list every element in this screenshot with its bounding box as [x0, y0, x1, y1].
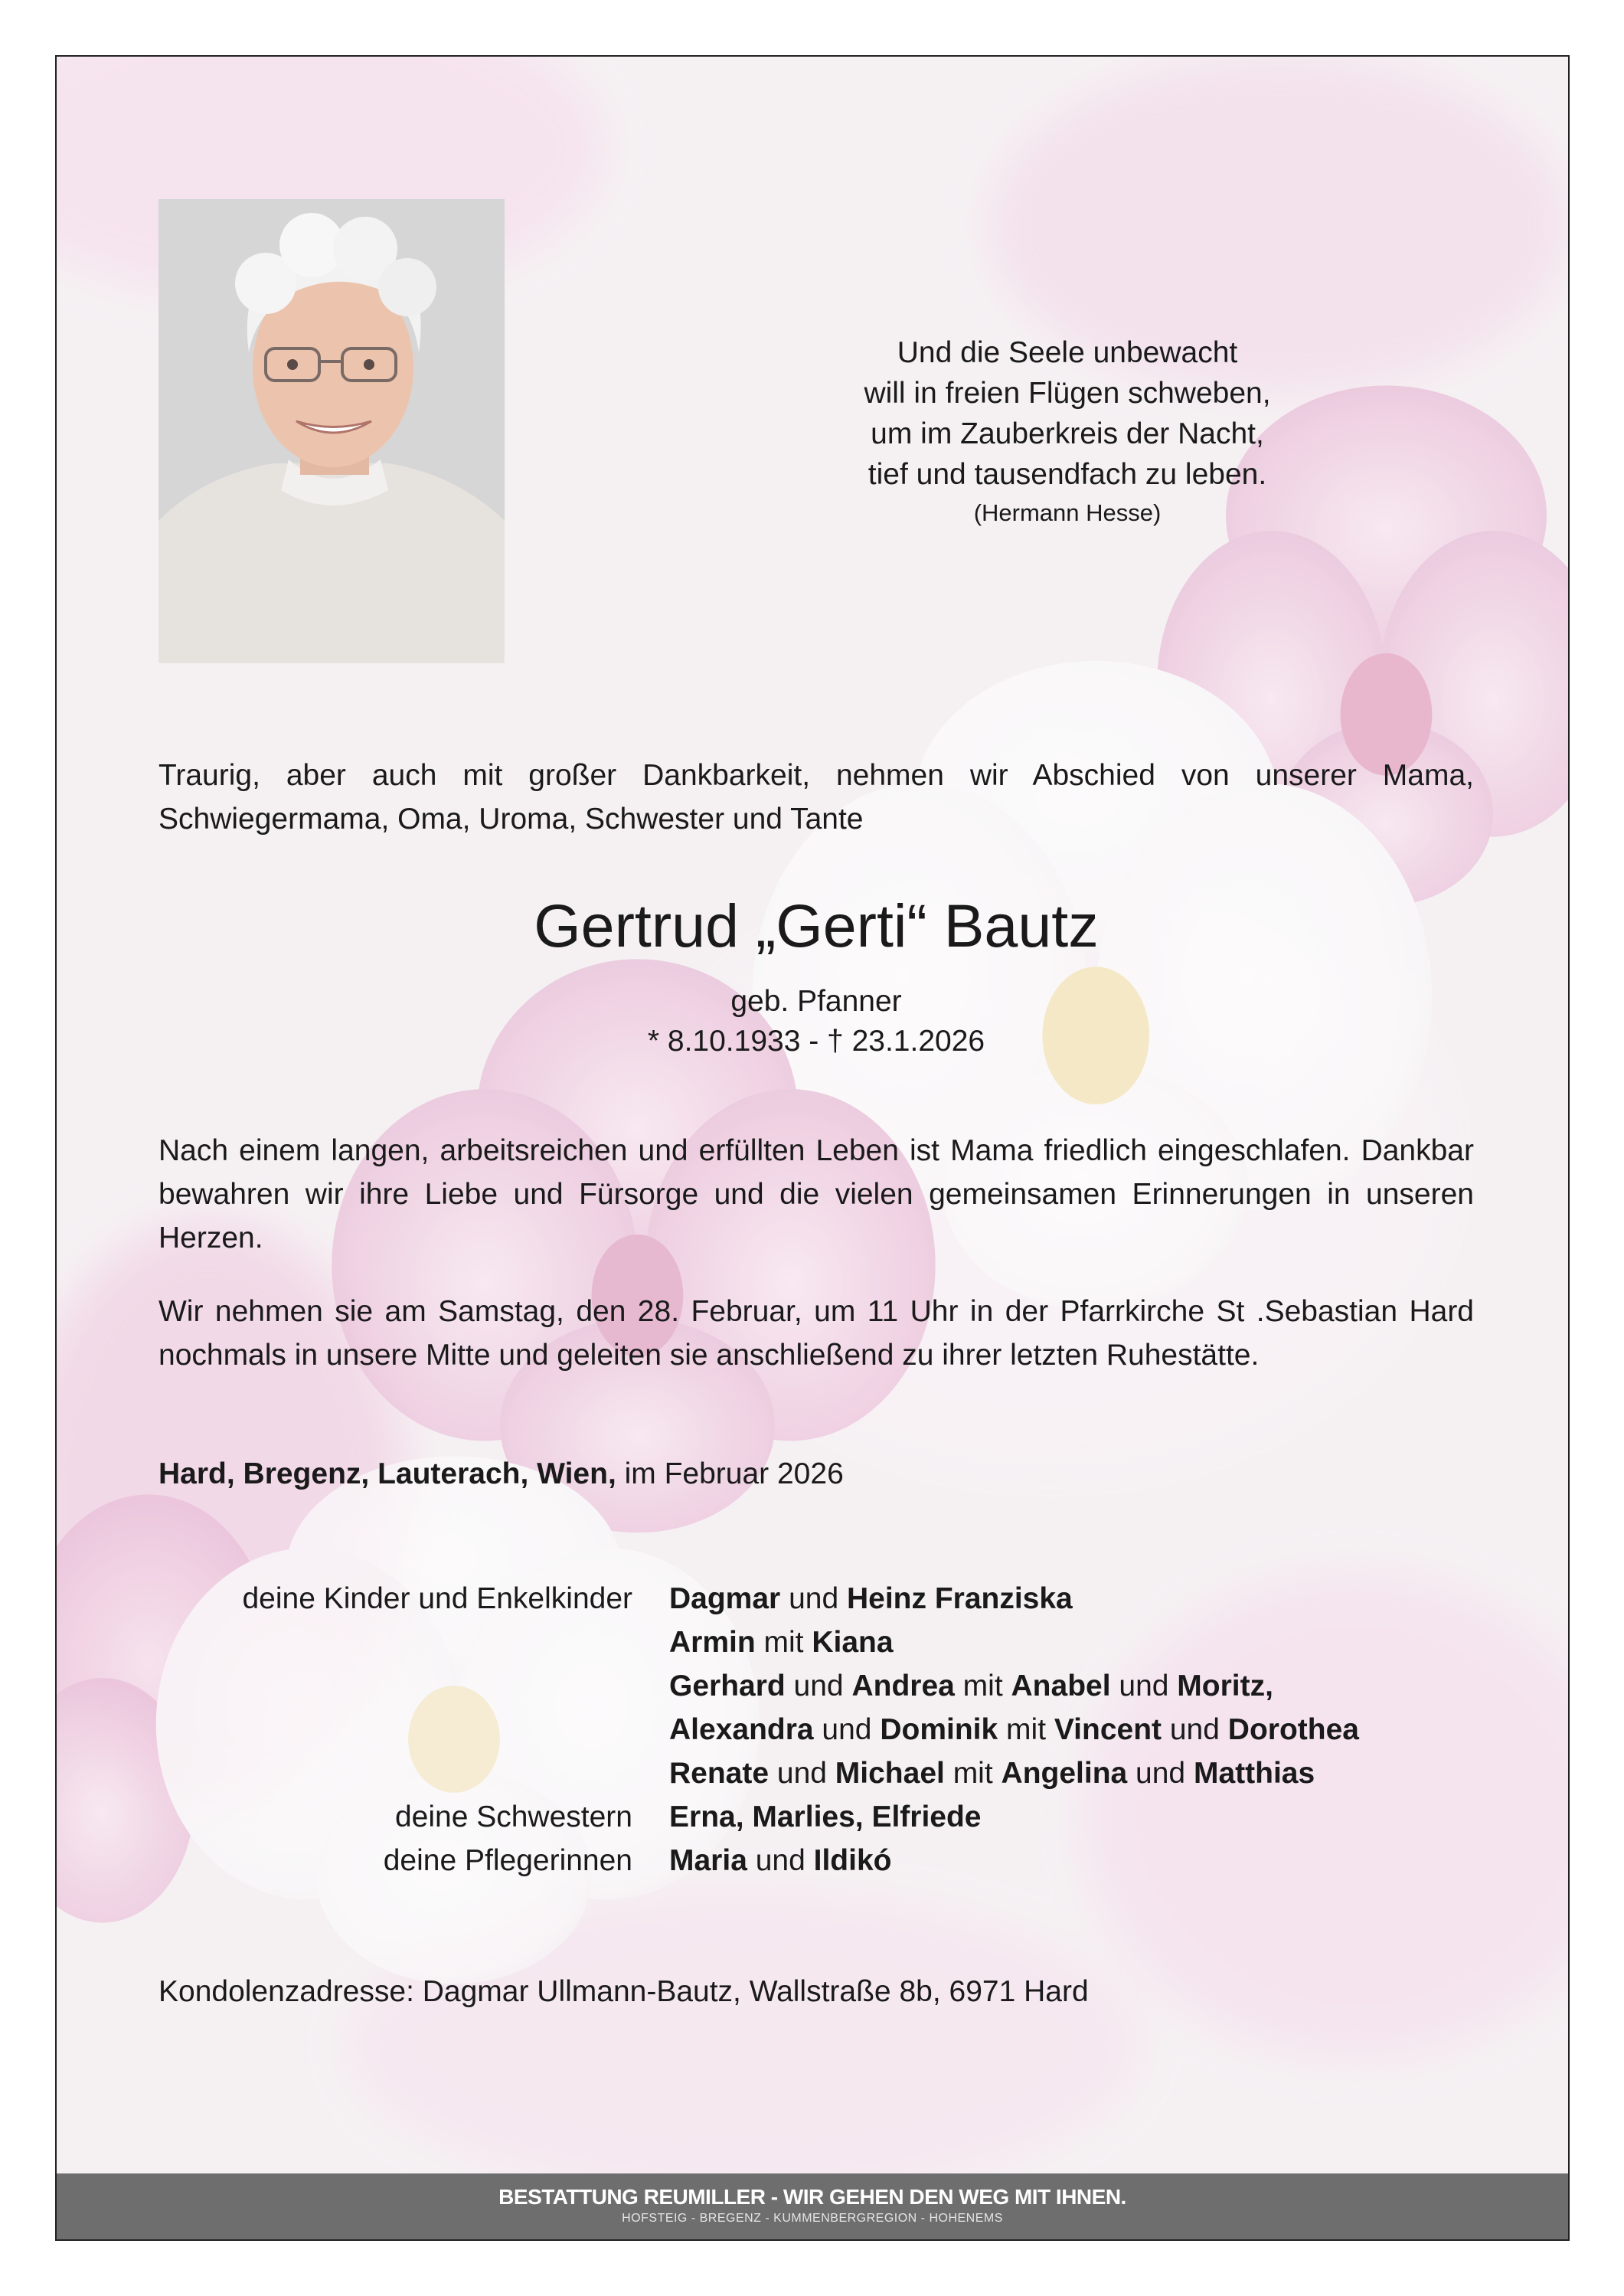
quote-line: will in freien Flügen schweben,	[864, 377, 1271, 410]
portrait-illustration	[158, 199, 505, 663]
person-name: Matthias	[1193, 1757, 1315, 1790]
carers-names	[669, 1839, 891, 1882]
connector: und	[780, 1582, 847, 1615]
connector: mit	[944, 1757, 1002, 1790]
obituary-card	[55, 55, 1570, 2241]
condolence-address: Kondolenzadresse: Dagmar Ullmann-Bautz, Wallstraße 8b, 6971 Hard	[158, 1975, 1089, 2008]
children-label: deine Kinder und Enkelkinder	[242, 1582, 632, 1615]
sisters-label: deine Schwestern	[394, 1800, 632, 1833]
paragraph-funeral: Wir nehmen sie am Samstag, den 28. Februar, um 11 Uhr in der Pfarrkirche St .Sebastian Hard nochmals in unsere Mitte und geleiten sie anschließend zu ihrer letzten Ruhestätte.	[158, 1295, 1474, 1372]
person-name: Andrea	[851, 1670, 955, 1702]
connector: mit	[998, 1713, 1054, 1746]
children-list	[669, 1577, 1359, 1795]
footer-slogan: BESTATTUNG REUMILLER - WIR GEHEN DEN WEG MIT IHNEN.	[498, 2185, 1126, 2209]
person-name: Alexandra	[669, 1713, 814, 1746]
connector: und	[769, 1757, 835, 1790]
family-line	[669, 1664, 1359, 1708]
carers-label: deine Pflegerinnen	[383, 1844, 632, 1877]
connector: und	[1162, 1713, 1228, 1746]
maiden-name: geb. Pfanner	[730, 985, 902, 1018]
footer-bar	[57, 2173, 1568, 2239]
person-name: Dominik	[880, 1713, 998, 1746]
person-name: Armin	[669, 1626, 756, 1659]
intro-text: Traurig, aber auch mit großer Dankbarkeit, nehmen wir Abschied von unserer Mama, Schwiegermama, Oma, Uroma, Schwester und Tante	[158, 759, 1474, 836]
sisters-names: Erna, Marlies, Elfriede	[669, 1800, 982, 1833]
connector: mit	[954, 1670, 1011, 1702]
person-name: Michael	[835, 1757, 945, 1790]
person-name: Moritz,	[1177, 1670, 1273, 1702]
connector: und	[1127, 1757, 1194, 1790]
person-name: Dagmar	[669, 1582, 781, 1615]
quote-line: um im Zauberkreis der Nacht,	[871, 417, 1264, 450]
connector: und	[813, 1713, 881, 1746]
places: Hard, Bregenz, Lauterach, Wien,	[158, 1457, 616, 1490]
life-dates: * 8.10.1933 - † 23.1.2026	[647, 1025, 985, 1058]
quote-line: tief und tausendfach zu leben.	[868, 458, 1267, 491]
person-name: Ildikó	[813, 1844, 892, 1877]
quote-author: (Hermann Hesse)	[973, 499, 1162, 526]
person-name: Heinz Franziska	[846, 1582, 1073, 1615]
person-name: Kiana	[812, 1626, 894, 1659]
family-line	[669, 1708, 1359, 1751]
person-name: Dorothea	[1227, 1713, 1359, 1746]
footer-regions: HOFSTEIG - BREGENZ - KUMMENBERGREGION - HOHENEMS	[622, 2212, 1003, 2225]
paragraph-life: Nach einem langen, arbeitsreichen und erfüllten Leben ist Mama friedlich eingeschlafen. Dankbar bewahren wir ihre Liebe und Fürsorge und die vielen gemeinsamen Erinnerungen in unseren Herzen.	[158, 1134, 1474, 1254]
deceased-name: Gertrud „Gerti“ Bautz	[534, 891, 1099, 960]
family-line	[669, 1751, 1359, 1795]
connector: und	[1110, 1670, 1178, 1702]
person-name: Vincent	[1054, 1713, 1162, 1746]
person-name: Angelina	[1001, 1757, 1128, 1790]
person-name: Renate	[669, 1757, 770, 1790]
person-name: Gerhard	[669, 1670, 786, 1702]
family-line	[669, 1621, 1359, 1664]
place-date	[158, 1452, 1474, 1496]
poem-quote	[723, 332, 1412, 531]
family-line	[669, 1577, 1359, 1621]
portrait-photo	[158, 199, 505, 663]
connector: mit	[755, 1626, 812, 1659]
quote-line: Und die Seele unbewacht	[897, 336, 1238, 369]
month-year: im Februar 2026	[616, 1457, 844, 1490]
connector: und	[747, 1844, 814, 1877]
person-name: Maria	[669, 1844, 747, 1877]
person-name: Anabel	[1011, 1670, 1111, 1702]
connector: und	[785, 1670, 852, 1702]
